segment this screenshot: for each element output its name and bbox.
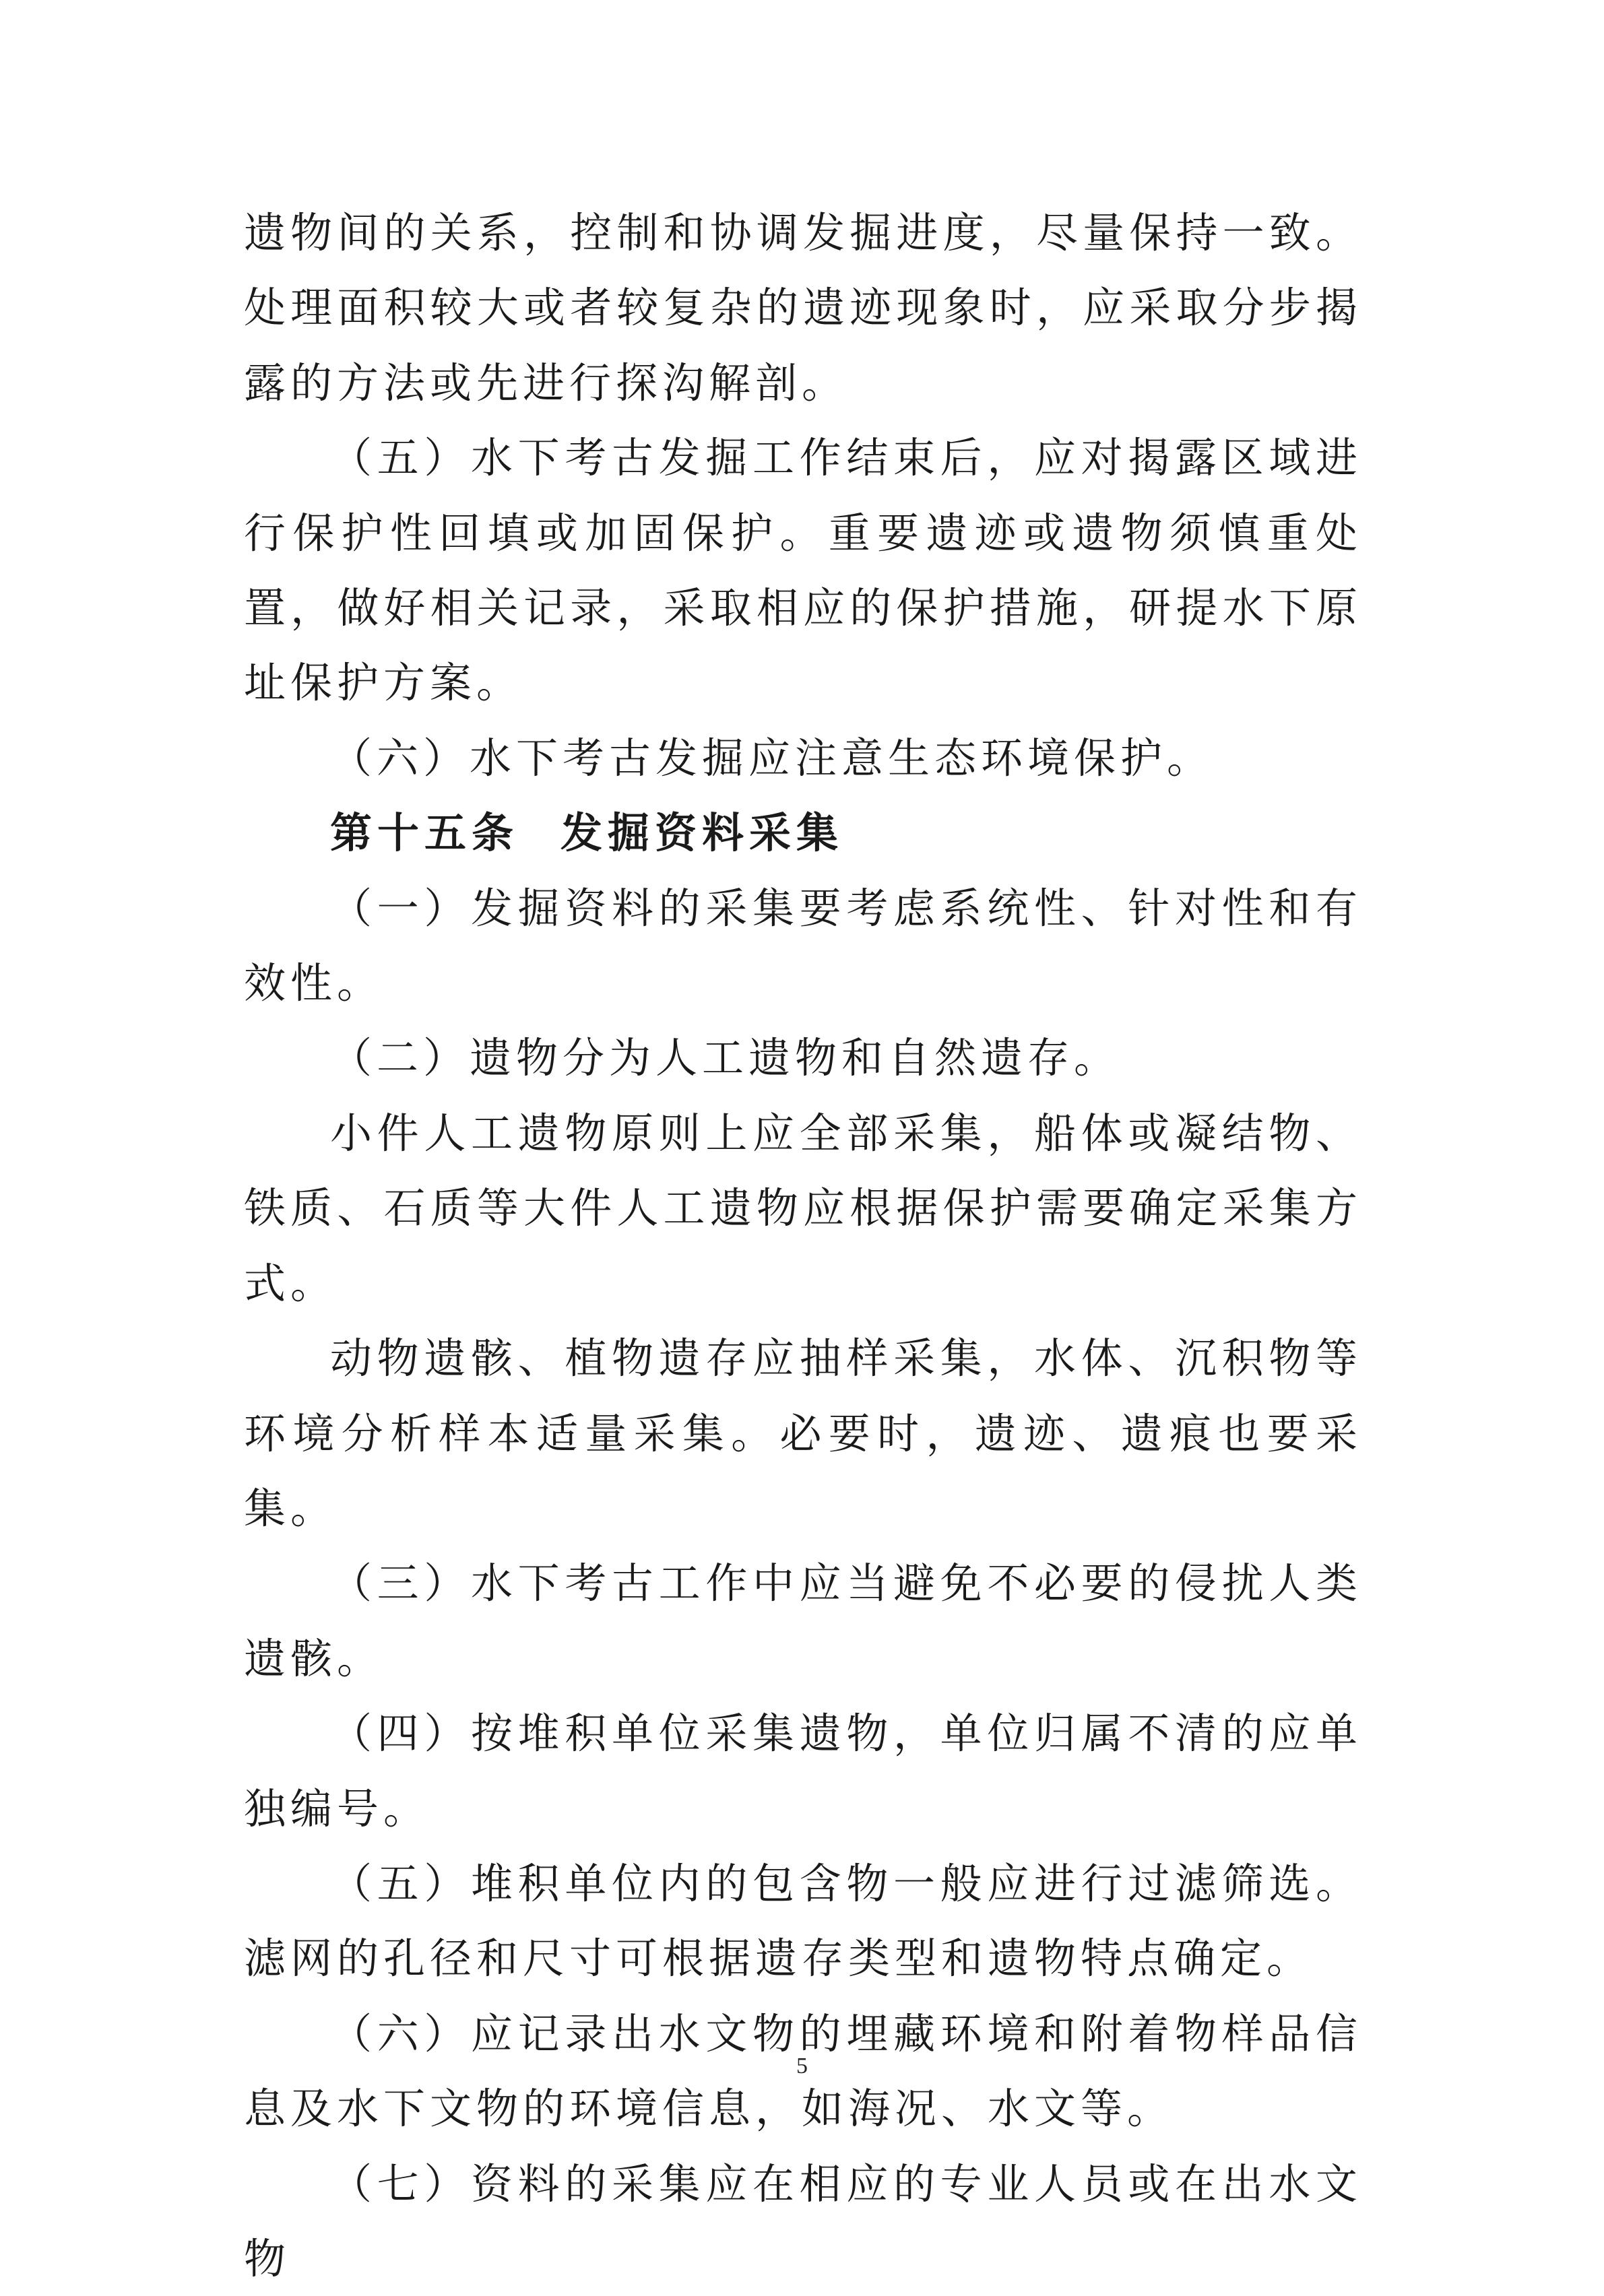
paragraph-item-2-remains: （二）遗物分为人工遗物和自然遗存。 (330, 1033, 1121, 1083)
article-heading (244, 795, 1362, 870)
paragraph-animal-remains: 动物遗骸、植物遗存应抽样采集，水体、沉积物等环境分析样本适量采集。必要时，遗迹、遗痕也要采集。 (244, 1334, 1362, 1533)
paragraph-item-4-units: （四）按堆积单位采集遗物，单位归属不清的应单独编号。 (244, 1709, 1362, 1833)
body-text (244, 195, 1362, 2296)
article-title: 发掘资料采集 (560, 808, 844, 858)
paragraph-continuation: 遗物间的关系，控制和协调发掘进度，尽量保持一致。处理面积较大或者较复杂的遗迹现象时，应采取分步揭露的方法或先进行探沟解剖。 (244, 208, 1362, 407)
paragraph-item-6-environment: （六）应记录出水文物的埋藏环境和附着物样品信息及水下文物的环境信息，如海况、水文等。 (244, 2008, 1362, 2134)
paragraph-item-1-collection: （一）发掘资料的采集要考虑系统性、针对性和有效性。 (244, 883, 1362, 1008)
article-number: 第十五条 (330, 808, 519, 858)
paragraph-small-artifacts: 小件人工遗物原则上应全部采集，船体或凝结物、铁质、石质等大件人工遗物应根据保护需要确定采集方式。 (244, 1108, 1362, 1308)
paragraph-item-5-backfill: （五）水下考古发掘工作结束后，应对揭露区域进行保护性回填或加固保护。重要遗迹或遗物须慎重处置，做好相关记录，采取相应的保护措施，研提水下原址保护方案。 (244, 433, 1362, 708)
paragraph-item-5-filtering: （五）堆积单位内的包含物一般应进行过滤筛选。滤网的孔径和尺寸可根据遗存类型和遗物特点确定。 (244, 1858, 1362, 1983)
paragraph-item-7-personnel: （七）资料的采集应在相应的专业人员或在出水文物 (244, 2159, 1362, 2283)
paragraph-item-3-human-remains: （三）水下考古工作中应当避免不必要的侵扰人类遗骸。 (244, 1559, 1362, 1683)
page-number: 5 (796, 2054, 808, 2078)
paragraph-item-6-ecology: （六）水下考古发掘应注意生态环境保护。 (330, 733, 1214, 783)
